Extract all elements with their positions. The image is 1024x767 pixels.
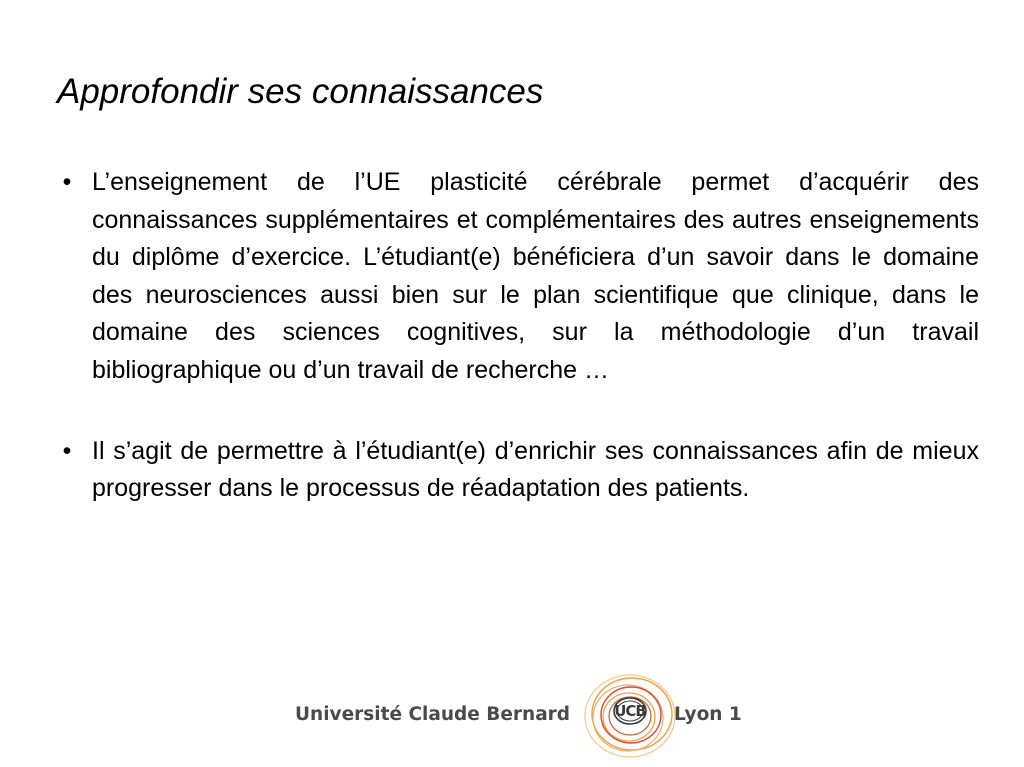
logo-university-name: Université Claude Bernard — [295, 704, 571, 725]
bullet-item — [57, 164, 979, 390]
bullet-text: Il s’agit de permettre à l’étudiant(e) d’enrichir ses connaissances afin de mieux progresser dans le processus de réadaptation des patients. — [92, 436, 979, 503]
ucb-emblem-icon — [580, 670, 680, 762]
bullet-list — [57, 164, 979, 508]
slide-title: Approfondir ses connaissances — [57, 72, 544, 111]
bullet-dot: • — [62, 168, 72, 196]
bullet-text: L’enseignement de l’UE plasticité cérébrale permet d’acquérir des connaissances supplémentaires et complémentaires des autres enseignements du diplôme d’exercice. L’étudiant(e) bénéficiera d’un savoir dans le domaine des neurosciences aussi bien sur le plan scientifique que clinique, dans le domaine des sciences cognitives, sur la méthodologie d’un travail bibliographique ou d’un travail de recherche … — [92, 168, 979, 384]
emblem-text: UCB — [614, 702, 646, 720]
university-logo — [290, 665, 750, 765]
logo-city-name: Lyon 1 — [674, 704, 742, 725]
bullet-dot: • — [62, 436, 72, 465]
bullet-item — [57, 433, 979, 508]
